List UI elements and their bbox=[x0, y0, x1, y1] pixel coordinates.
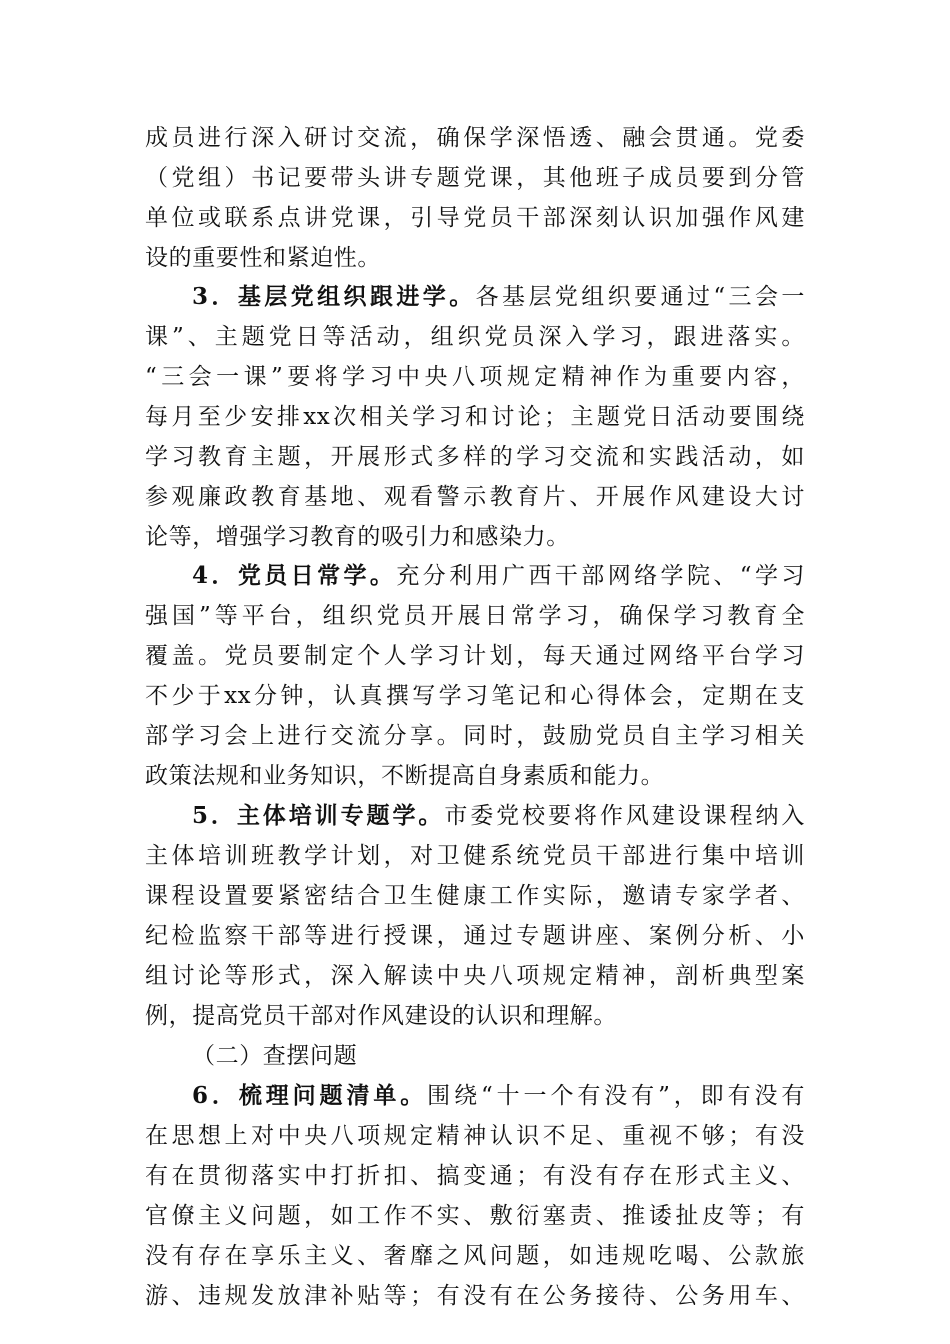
text-line: 学习教育主题，开展形式多样的学习交流和实践活动，如 bbox=[145, 444, 805, 470]
text-span: 充分利用广西干部网络学院、“学习 bbox=[396, 563, 805, 589]
text-line: 不少于xx分钟，认真撰写学习笔记和心得体会，定期在支 bbox=[145, 683, 805, 709]
text-line: 参观廉政教育基地、观看警示教育片、开展作风建设大讨 bbox=[145, 484, 805, 510]
text-line: 有在贯彻落实中打折扣、搞变通；有没有存在形式主义、 bbox=[145, 1163, 805, 1189]
text-line: 政策法规和业务知识，不断提高自身素质和能力。 bbox=[145, 763, 665, 789]
text-span: 围绕“十一个有没有”，即有没有 bbox=[427, 1083, 805, 1109]
paragraph-heading: 6．梳理问题清单。 bbox=[192, 1082, 428, 1109]
text-line: 组讨论等形式，深入解读中央八项规定精神，剖析典型案 bbox=[145, 963, 805, 989]
text-line: 例，提高党员干部对作风建设的认识和理解。 bbox=[145, 1003, 617, 1029]
text-line: 游、违规发放津补贴等；有没有在公务接待、公务用车、 bbox=[145, 1283, 805, 1309]
text-line: 论等，增强学习教育的吸引力和感染力。 bbox=[145, 524, 570, 550]
text-span: 市委党校要将作风建设课程纳入 bbox=[444, 803, 805, 829]
section-heading: （二）查摆问题 bbox=[192, 1043, 358, 1069]
text-line bbox=[192, 556, 805, 596]
text-line: 每月至少安排xx次相关学习和讨论；主题党日活动要围绕 bbox=[145, 404, 805, 430]
text-line: 课”、主题党日等活动，组织党员深入学习，跟进落实。 bbox=[145, 324, 805, 350]
text-line bbox=[192, 1076, 805, 1116]
text-span: 各基层党组织要通过“三会一 bbox=[475, 284, 805, 310]
paragraph-heading: 4．党员日常学。 bbox=[192, 562, 397, 589]
text-line: 主体培训班教学计划，对卫健系统党员干部进行集中培训 bbox=[145, 843, 805, 869]
paragraph-heading: 5．主体培训专题学。 bbox=[192, 802, 445, 829]
text-line: 部学习会上进行交流分享。同时，鼓励党员自主学习相关 bbox=[145, 723, 805, 749]
text-line: 单位或联系点讲党课，引导党员干部深刻认识加强作风建 bbox=[145, 205, 805, 231]
text-line: 设的重要性和紧迫性。 bbox=[145, 245, 381, 271]
text-line: 覆盖。党员要制定个人学习计划，每天通过网络平台学习 bbox=[145, 643, 805, 669]
text-line: （党组）书记要带头讲专题党课，其他班子成员要到分管 bbox=[145, 165, 805, 191]
paragraph-heading: 3．基层党组织跟进学。 bbox=[192, 283, 476, 310]
text-line: 在思想上对中央八项规定精神认识不足、重视不够；有没 bbox=[145, 1123, 805, 1149]
text-line bbox=[192, 277, 805, 317]
text-line: 强国”等平台，组织党员开展日常学习，确保学习教育全 bbox=[145, 603, 805, 629]
text-line: 没有存在享乐主义、奢靡之风问题，如违规吃喝、公款旅 bbox=[145, 1243, 805, 1269]
text-line: 官僚主义问题，如工作不实、敷衍塞责、推诿扯皮等；有 bbox=[145, 1203, 805, 1229]
text-line: 成员进行深入研讨交流，确保学深悟透、融会贯通。党委 bbox=[145, 125, 805, 151]
text-line bbox=[192, 796, 805, 836]
text-line: 课程设置要紧密结合卫生健康工作实际，邀请专家学者、 bbox=[145, 883, 805, 909]
text-line: “三会一课”要将学习中央八项规定精神作为重要内容， bbox=[145, 364, 805, 390]
text-line: 纪检监察干部等进行授课，通过专题讲座、案例分析、小 bbox=[145, 923, 805, 949]
